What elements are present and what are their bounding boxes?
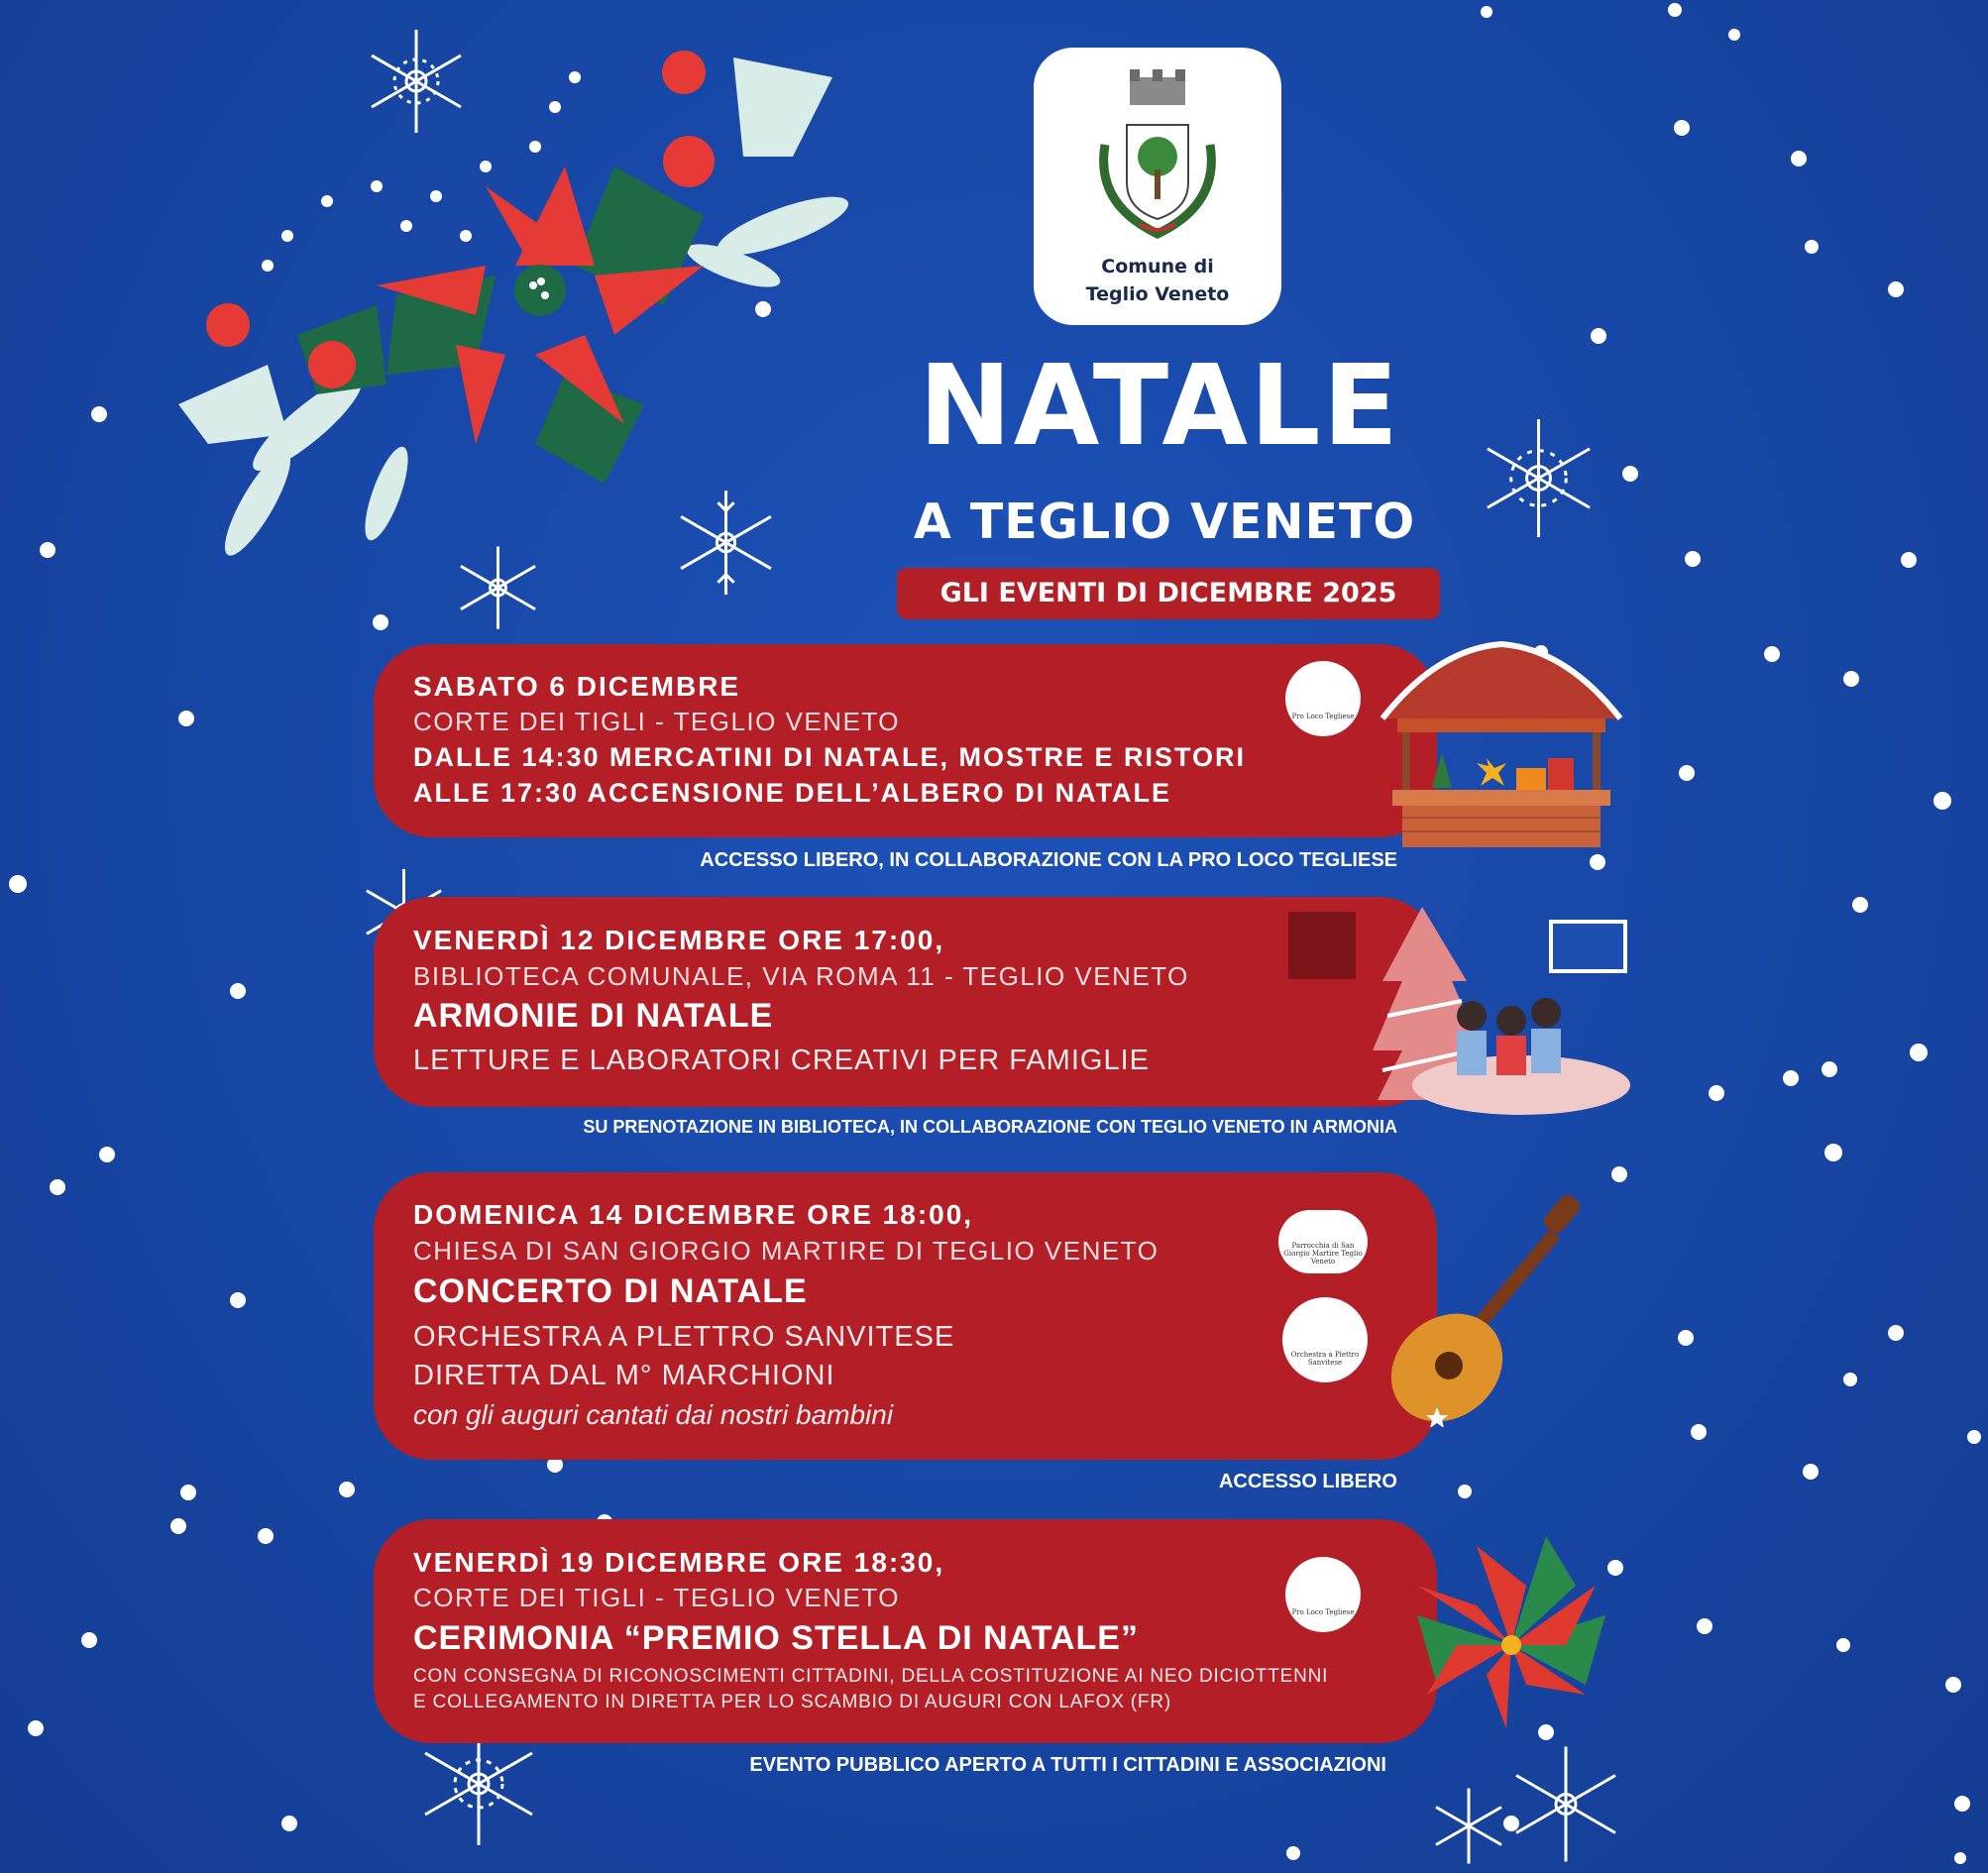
event-line: E COLLEGAMENTO IN DIRETTA PER LO SCAMBIO DI AUGURI CON LAFOX (FR) [413, 1692, 1171, 1712]
event-note: SU PRENOTAZIONE IN BIBLIOTECA, IN COLLABORAZIONE CON TEGLIO VENETO IN ARMONIA [583, 1117, 1397, 1137]
poinsettia-icon [1397, 1526, 1625, 1739]
event-place: CORTE DEI TIGLI - TEGLIO VENETO [413, 1583, 901, 1612]
event-note: ACCESSO LIBERO, IN COLLABORAZIONE CON LA PRO LOCO TEGLIESE [700, 849, 1397, 871]
municipality-name-line2: Teglio Veneto [1085, 283, 1230, 305]
event-title: ARMONIE DI NATALE [413, 997, 774, 1035]
snowflake-icon [1511, 1742, 1620, 1866]
event-line: DIRETTA DAL M° MARCHIONI [413, 1360, 835, 1391]
partner-logo [1285, 1557, 1361, 1632]
partner-logo [1288, 912, 1356, 979]
event-note: EVENTO PUBBLICO APERTO A TUTTI I CITTADINI E ASSOCIAZIONI [749, 1754, 1386, 1776]
partner-name: Pro Loco Tegliese [1291, 1608, 1355, 1616]
event-date: VENERDÌ 12 DICEMBRE ORE 17:00, [413, 925, 945, 955]
event-card-4 [374, 1519, 1437, 1743]
event-card-2 [374, 897, 1437, 1107]
christmas-tree-icon [1373, 902, 1630, 1120]
page-subtitle: A TEGLIO VENETO [913, 494, 1416, 550]
event-place: CORTE DEI TIGLI - TEGLIO VENETO [413, 707, 901, 736]
partner-logo [1282, 1297, 1368, 1382]
event-title: CONCERTO DI NATALE [413, 1272, 808, 1310]
event-card-3 [374, 1172, 1437, 1460]
event-line: ORCHESTRA A PLETTRO SANVITESE [413, 1321, 955, 1353]
municipality-logo-card [1034, 48, 1281, 325]
event-place: CHIESA DI SAN GIORGIO MARTIRE DI TEGLIO VENETO [413, 1236, 1160, 1266]
snowflake-icon [1430, 1784, 1507, 1868]
event-date: SABATO 6 DICEMBRE [413, 671, 741, 702]
event-title: CERIMONIA “PREMIO STELLA DI NATALE” [413, 1619, 1139, 1657]
event-line: ALLE 17:30 ACCENSIONE DELL’ALBERO DI NATALE [413, 778, 1172, 808]
partner-logo [1285, 661, 1361, 736]
municipality-name-line1: Comune di [1101, 256, 1214, 277]
event-line: CON CONSEGNA DI RICONOSCIMENTI CITTADINI, DELLA COSTITUZIONE AI NEO DICIOTTENNI [413, 1666, 1329, 1687]
event-date: VENERDÌ 19 DICEMBRE ORE 18:30, [413, 1547, 945, 1578]
partner-name: Parrocchia di San Giorgio Martire Teglio Veneto [1283, 1242, 1363, 1266]
snowflake-icon [1472, 416, 1605, 540]
event-line: LETTURE E LABORATORI CREATIVI PER FAMIGLIE [413, 1045, 1150, 1076]
mandolin-icon [1378, 1189, 1605, 1427]
event-line: con gli auguri cantati dai nostri bambini [413, 1399, 894, 1430]
event-note: ACCESSO LIBERO [1218, 1471, 1397, 1492]
event-card-1 [374, 644, 1437, 837]
event-line: DALLE 14:30 MERCATINI DI NATALE, MOSTRE E RISTORI [413, 742, 1247, 772]
page-title: NATALE [919, 342, 1400, 471]
partner-logo [1278, 1210, 1368, 1273]
events-badge: GLI EVENTI DI DICEMBRE 2025 [897, 568, 1440, 619]
event-place: BIBLIOTECA COMUNALE, VIA ROMA 11 - TEGLIO VENETO [413, 961, 1189, 991]
poinsettia-bouquet-icon [149, 38, 902, 563]
partner-name: Pro Loco Tegliese [1291, 713, 1355, 720]
coat-of-arms-icon [1085, 65, 1230, 244]
event-date: DOMENICA 14 DICEMBRE ORE 18:00, [413, 1199, 974, 1230]
partner-name: Orchestra a Plettro Sanvitese [1290, 1351, 1360, 1367]
market-stall-icon [1378, 639, 1625, 857]
